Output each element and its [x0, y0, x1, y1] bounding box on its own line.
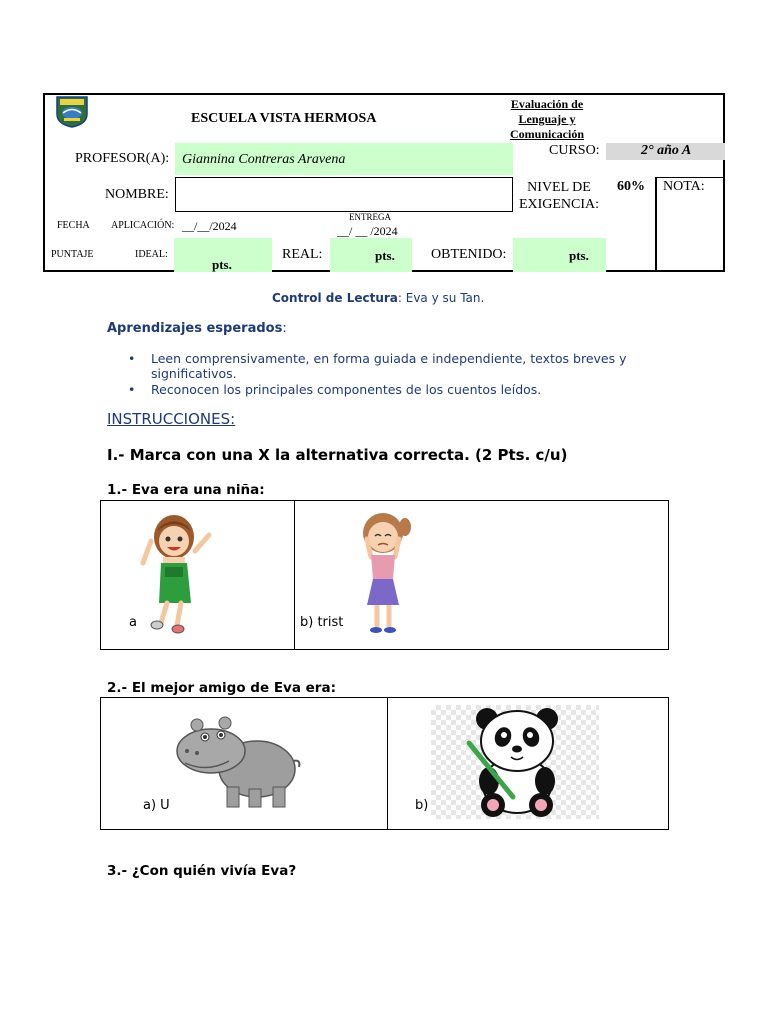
fecha-label: FECHA [57, 220, 90, 231]
school-logo-icon [54, 94, 90, 128]
puntaje-label: PUNTAJE [51, 249, 94, 260]
nota-label: NOTA: [663, 179, 705, 194]
aprendizajes-title: Aprendizajes esperados: [107, 321, 287, 336]
school-name: ESCUELA VISTA HERMOSA [191, 111, 377, 126]
option-a-label[interactable]: a [129, 615, 137, 630]
question-2-title: 2.- El mejor amigo de Eva era: [107, 680, 336, 696]
obtenido-cell [513, 238, 606, 272]
list-item: • Leen comprensivamente, en forma guiada e independiente, textos breves y significativos. [128, 351, 627, 381]
ideal-pts: pts. [212, 257, 232, 272]
real-label: REAL: [282, 247, 323, 262]
nombre-field[interactable] [175, 177, 513, 212]
question-3-title: 3.- ¿Con quién vivía Eva? [107, 863, 297, 879]
obtenido-label: OBTENIDO: [431, 247, 507, 262]
entrega-label: ENTREGA [349, 212, 391, 222]
question-1-title: 1.- Eva era una niña: [107, 482, 265, 498]
ideal-label: IDEAL: [135, 249, 168, 260]
hippo-image [167, 703, 307, 815]
sad-girl-image [347, 509, 427, 637]
obtenido-pts: pts. [569, 248, 589, 263]
option-b-label[interactable]: b) trist [300, 615, 344, 630]
real-cell [330, 238, 412, 272]
aprendizajes-list [128, 351, 626, 397]
profesor-value: Giannina Contreras Aravena [182, 152, 346, 167]
real-pts: pts. [375, 248, 395, 263]
question-2-options [100, 697, 669, 830]
option-a-label[interactable]: a) U [143, 798, 170, 813]
list-item: • Reconocen los principales componentes de los cuentos leídos. [128, 382, 542, 397]
evaluation-title: Evaluación de Lenguaje y Comunicación [509, 97, 584, 141]
aplicacion-label: APLICACIÓN: [111, 220, 175, 231]
control-lectura: Control de Lectura: Eva y su Tan. [272, 291, 485, 305]
aplicacion-date: __/__/2024 [182, 219, 237, 233]
option-b-label[interactable]: b) [415, 798, 429, 813]
panda-image [431, 705, 599, 819]
curso-value: 2° año A [641, 143, 692, 158]
curso-label: CURSO: [549, 143, 600, 158]
question-1-options [100, 500, 669, 650]
section-1-title: I.- Marca con una X la alternativa correcta. (2 Pts. c/u) [107, 446, 568, 464]
profesor-label: PROFESOR(A): [75, 151, 170, 166]
nombre-label: NOMBRE: [105, 187, 169, 202]
happy-girl-image [137, 511, 217, 637]
nivel-value: 60% [617, 179, 645, 194]
instrucciones-heading: INSTRUCCIONES: [107, 410, 236, 428]
entrega-date: __/ __ /2024 [337, 224, 398, 238]
header-table [43, 93, 725, 272]
nivel-label: NIVEL DE EXIGENCIA: [518, 180, 600, 212]
